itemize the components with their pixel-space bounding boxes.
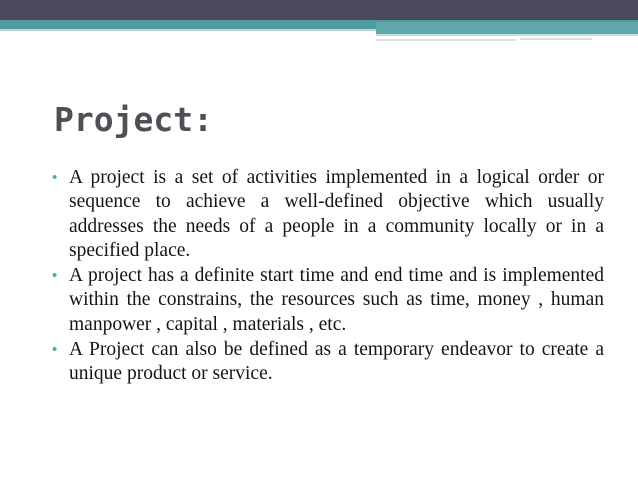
bullet-item: [52, 166, 604, 263]
header-band-teal-right: [376, 22, 638, 34]
bullet-icon: •: [52, 169, 58, 186]
bullet-text: A project is a set of activities implemented in a logical order or sequence to achieve a well-defined objective which usually addresses the needs of a people in a community locally or in a specified place.: [69, 167, 604, 261]
header-line: [376, 34, 638, 36]
header-line: [520, 38, 592, 40]
header-line: [376, 39, 516, 41]
bullet-icon: •: [52, 267, 58, 285]
bullet-item: [52, 264, 604, 337]
bullet-icon: •: [52, 341, 58, 359]
header-line: [0, 29, 376, 31]
bullet-item: [52, 338, 604, 387]
bullet-list: [52, 166, 604, 388]
bullet-text: A Project can also be defined as a temporary endeavor to create a unique product or service.: [69, 339, 604, 385]
bullet-text: A project has a definite start time and end time and is implemented within the constrains, the resources such as time, money , human manpower , capital , materials , etc.: [69, 265, 604, 335]
header-band-dark: [0, 0, 638, 20]
slide-title: Project:: [54, 100, 213, 139]
